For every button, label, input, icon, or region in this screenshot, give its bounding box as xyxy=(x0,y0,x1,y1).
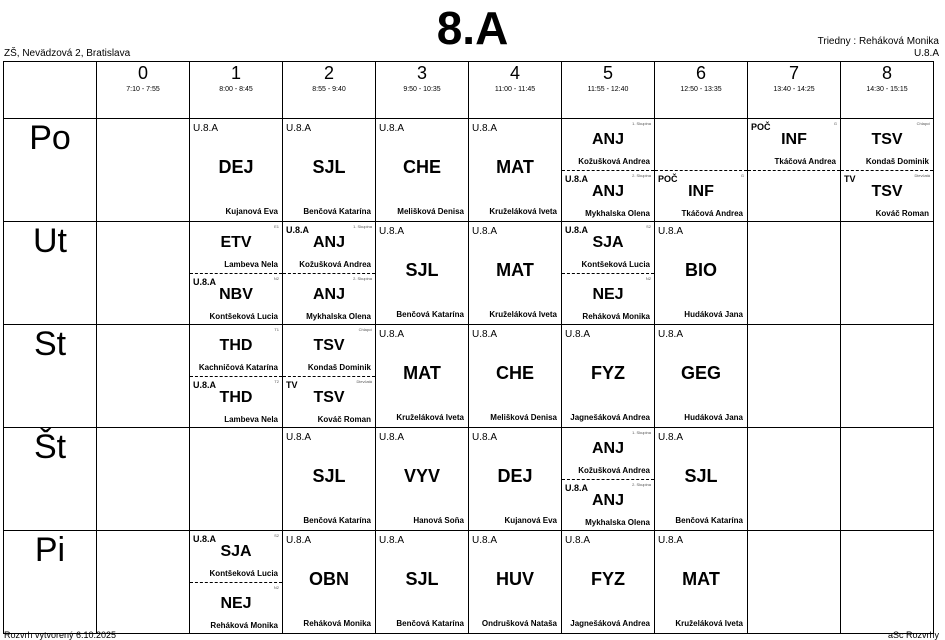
period-header-1 xyxy=(190,62,283,119)
lesson-half[interactable] xyxy=(562,222,654,273)
lesson-class: U.8.A xyxy=(379,123,405,134)
lesson-teacher: Benčová Katarína xyxy=(396,310,464,319)
lesson-subject: ANJ xyxy=(312,286,345,303)
period-time: 11:00 - 11:45 xyxy=(494,86,536,93)
lesson-teacher: Melišková Denisa xyxy=(397,207,464,216)
school-address: ZŠ, Nevädzová 2, Bratislava xyxy=(4,48,131,59)
lesson-subject: NEJ xyxy=(592,286,624,303)
lesson-half[interactable] xyxy=(283,376,375,428)
lesson-class: U.8.A xyxy=(658,535,684,546)
lesson-cell[interactable] xyxy=(748,119,841,222)
lesson-teacher: Hudáková Jana xyxy=(684,413,743,422)
lesson-class: U.8.A xyxy=(658,432,684,443)
lesson-subject: TSV xyxy=(871,183,903,200)
lesson-teacher: Benčová Katarína xyxy=(396,619,464,628)
empty-cell xyxy=(841,325,934,428)
lesson-subject: MAT xyxy=(496,260,534,280)
lesson-half[interactable] xyxy=(283,325,375,376)
lesson-cell[interactable] xyxy=(190,325,283,428)
lesson-subject: BIO xyxy=(684,260,717,280)
period-header-2 xyxy=(283,62,376,119)
lesson-cell[interactable] xyxy=(283,222,376,325)
lesson-subject: CHE xyxy=(402,157,441,177)
lesson-half[interactable] xyxy=(562,170,654,222)
lesson-cell[interactable] xyxy=(376,325,469,428)
footer-brand: aSc Rozvrhy xyxy=(887,630,939,640)
lesson-cell[interactable] xyxy=(376,222,469,325)
lesson-teacher: Melišková Denisa xyxy=(490,413,557,422)
lesson-subject: ETV xyxy=(220,234,252,251)
lesson-teacher: Mykhalska Olena xyxy=(306,312,371,321)
day-label: Pi xyxy=(4,531,97,634)
lesson-half[interactable] xyxy=(841,170,933,222)
lesson-subject: ANJ xyxy=(591,183,624,200)
lesson-cell[interactable] xyxy=(469,222,562,325)
lesson-teacher: Kondaš Dominik xyxy=(865,157,929,166)
lesson-class: U.8.A xyxy=(193,123,219,134)
period-number: 6 xyxy=(695,63,706,83)
lesson-cell[interactable] xyxy=(469,428,562,531)
lesson-subject: TSV xyxy=(313,337,345,354)
lesson-subject: INF xyxy=(781,131,807,148)
lesson-subject: DEJ xyxy=(497,466,533,486)
lesson-group: N2 xyxy=(273,276,279,281)
lesson-class: U.8.A xyxy=(565,225,589,235)
lesson-subject: OBN xyxy=(309,569,349,589)
corner-cell xyxy=(4,62,97,119)
period-number: 0 xyxy=(137,63,148,83)
lesson-half[interactable] xyxy=(562,428,654,479)
empty-cell xyxy=(748,222,841,325)
lesson-teacher: Jagnešáková Andrea xyxy=(570,413,650,422)
lesson-cell[interactable] xyxy=(841,119,934,222)
lesson-half[interactable] xyxy=(655,170,747,222)
lesson-subject: THD xyxy=(219,389,253,406)
empty-cell xyxy=(97,222,190,325)
day-label: Št xyxy=(4,428,97,531)
lesson-group: G xyxy=(740,173,744,178)
lesson-group: 2. Skupina xyxy=(353,276,372,281)
lesson-teacher: Reháková Monika xyxy=(582,312,650,321)
period-number: 4 xyxy=(509,63,520,83)
period-time: 14:30 - 15:15 xyxy=(866,86,908,93)
lesson-class: U.8.A xyxy=(565,329,591,340)
lesson-group: Dievčatá xyxy=(356,379,372,384)
period-number: 8 xyxy=(881,63,892,83)
empty-cell xyxy=(841,531,934,634)
period-time: 8:55 - 9:40 xyxy=(312,86,346,93)
lesson-half[interactable] xyxy=(562,273,654,325)
footer-created: Rozvrh vytvorený 6.10.2025 xyxy=(4,630,117,640)
lesson-cell[interactable] xyxy=(283,428,376,531)
lesson-teacher: Kondaš Dominik xyxy=(307,363,371,372)
lesson-class: U.8.A xyxy=(565,535,591,546)
day-row xyxy=(4,325,934,428)
lesson-class: U.8.A xyxy=(286,225,310,235)
period-number: 3 xyxy=(416,63,427,83)
lesson-teacher: Mykhalska Olena xyxy=(585,518,650,527)
lesson-cell[interactable] xyxy=(562,222,655,325)
lesson-subject: INF xyxy=(688,183,714,200)
lesson-cell[interactable] xyxy=(190,222,283,325)
class-teacher: Triedny : Reháková Monika xyxy=(817,36,939,47)
period-number: 2 xyxy=(323,63,334,83)
period-number: 1 xyxy=(230,63,241,83)
lesson-subject: VYV xyxy=(403,466,441,486)
lesson-teacher: Kruželáková Iveta xyxy=(489,207,557,216)
lesson-teacher: Kruželáková Iveta xyxy=(396,413,464,422)
lesson-subject: TSV xyxy=(313,389,345,406)
lesson-teacher: Kruželáková Iveta xyxy=(675,619,743,628)
lesson-group: Dievčatá xyxy=(914,173,930,178)
lesson-teacher: Kováč Roman xyxy=(875,209,929,218)
lesson-class: POČ xyxy=(751,122,771,132)
lesson-teacher: Reháková Monika xyxy=(303,619,371,628)
lesson-class: U.8.A xyxy=(472,123,498,134)
lesson-subject: SJL xyxy=(312,157,346,177)
lesson-cell[interactable] xyxy=(562,428,655,531)
lesson-class: U.8.A xyxy=(286,123,312,134)
period-time: 12:50 - 13:35 xyxy=(680,86,722,93)
lesson-group: 1. Skupina xyxy=(353,224,372,229)
empty-cell xyxy=(97,119,190,222)
lesson-class: U.8.A xyxy=(193,380,217,390)
lesson-subject: MAT xyxy=(496,157,534,177)
lesson-teacher: Jagnešáková Andrea xyxy=(570,619,650,628)
lesson-subject: ANJ xyxy=(312,234,345,251)
lesson-class: U.8.A xyxy=(472,329,498,340)
lesson-cell[interactable] xyxy=(283,119,376,222)
period-time: 7:10 - 7:55 xyxy=(126,86,160,93)
lesson-teacher: Kontšeková Lucia xyxy=(581,260,650,269)
lesson-subject: MAT xyxy=(403,363,441,383)
lesson-teacher: Kontšeková Lucia xyxy=(209,569,278,578)
period-header-7 xyxy=(748,62,841,119)
lesson-half[interactable] xyxy=(283,273,375,325)
lesson-subject: THD xyxy=(219,337,253,354)
lesson-teacher: Kožušková Andrea xyxy=(578,466,650,475)
period-header-4 xyxy=(469,62,562,119)
lesson-class: U.8.A xyxy=(472,535,498,546)
lesson-class: U.8.A xyxy=(379,432,405,443)
lesson-teacher: Ondrušková Nataša xyxy=(481,619,557,628)
lesson-half[interactable] xyxy=(562,119,654,170)
lesson-class: U.8.A xyxy=(286,432,312,443)
period-time: 9:50 - 10:35 xyxy=(403,86,441,93)
lesson-cell[interactable] xyxy=(283,325,376,428)
day-row xyxy=(4,531,934,634)
lesson-cell[interactable] xyxy=(190,119,283,222)
lesson-class: U.8.A xyxy=(472,226,498,237)
timetable-body xyxy=(4,119,934,634)
page-title: 8.A xyxy=(436,2,509,54)
lesson-half[interactable] xyxy=(190,582,282,634)
lesson-half[interactable] xyxy=(190,531,282,582)
lesson-class: U.8.A xyxy=(286,535,312,546)
lesson-subject: SJL xyxy=(405,569,439,589)
lesson-teacher: Benčová Katarína xyxy=(303,516,371,525)
day-row xyxy=(4,222,934,325)
lesson-subject: HUV xyxy=(495,569,534,589)
lesson-half[interactable] xyxy=(283,222,375,273)
lesson-half[interactable] xyxy=(190,273,282,325)
class-teacher-info xyxy=(818,36,939,60)
lesson-class: U.8.A xyxy=(565,174,589,184)
lesson-teacher: Hudáková Jana xyxy=(684,310,743,319)
period-header-3 xyxy=(376,62,469,119)
lesson-subject: SJL xyxy=(405,260,439,280)
lesson-cell[interactable] xyxy=(190,531,283,634)
lesson-group: G xyxy=(833,121,837,126)
period-header-0 xyxy=(97,62,190,119)
period-time: 8:00 - 8:45 xyxy=(219,86,253,93)
lesson-class: U.8.A xyxy=(565,483,589,493)
lesson-group: N2 xyxy=(645,276,651,281)
lesson-class: U.8.A xyxy=(658,226,684,237)
lesson-group: S2 xyxy=(274,533,279,538)
lesson-cell[interactable] xyxy=(469,119,562,222)
empty-cell xyxy=(97,531,190,634)
period-header-6 xyxy=(655,62,748,119)
lesson-teacher: Lambeva Nela xyxy=(224,415,278,424)
lesson-cell[interactable] xyxy=(562,325,655,428)
period-time: 11:55 - 12:40 xyxy=(587,86,629,93)
lesson-class: U.8.A xyxy=(193,534,217,544)
lesson-group: N2 xyxy=(273,585,279,590)
lesson-teacher: Tkáčová Andrea xyxy=(774,157,836,166)
empty-cell xyxy=(841,428,934,531)
lesson-group: 2. Skupina xyxy=(632,482,651,487)
lesson-teacher: Kováč Roman xyxy=(317,415,371,424)
lesson-cell[interactable] xyxy=(469,531,562,634)
empty-cell xyxy=(841,222,934,325)
lesson-teacher: Kujanová Eva xyxy=(225,207,278,216)
period-number: 7 xyxy=(788,63,799,83)
lesson-subject: ANJ xyxy=(591,131,624,148)
lesson-teacher: Kožušková Andrea xyxy=(299,260,371,269)
lesson-subject: TSV xyxy=(871,131,903,148)
lesson-teacher: Lambeva Nela xyxy=(224,260,278,269)
lesson-cell[interactable] xyxy=(283,531,376,634)
empty-cell xyxy=(748,428,841,531)
lesson-group: E1 xyxy=(274,224,279,229)
lesson-cell[interactable] xyxy=(655,222,748,325)
lesson-teacher: Benčová Katarína xyxy=(675,516,743,525)
lesson-subject: SJA xyxy=(220,543,252,560)
lesson-teacher: Kontšeková Lucia xyxy=(209,312,278,321)
lesson-class: POČ xyxy=(658,174,678,184)
lesson-cell[interactable] xyxy=(469,325,562,428)
lesson-teacher: Hanová Soňa xyxy=(413,516,464,525)
lesson-class: TV xyxy=(844,174,856,184)
empty-cell xyxy=(748,531,841,634)
period-header-5 xyxy=(562,62,655,119)
lesson-teacher: Kruželáková Iveta xyxy=(489,310,557,319)
lesson-cell[interactable] xyxy=(376,531,469,634)
lesson-class: U.8.A xyxy=(193,277,217,287)
day-label: Ut xyxy=(4,222,97,325)
lesson-cell[interactable] xyxy=(562,531,655,634)
lesson-cell[interactable] xyxy=(655,531,748,634)
lesson-subject: FYZ xyxy=(591,569,625,589)
lesson-class: TV xyxy=(286,380,298,390)
period-header-8 xyxy=(841,62,934,119)
lesson-half[interactable] xyxy=(190,222,282,273)
lesson-subject: MAT xyxy=(682,569,720,589)
lesson-teacher: Kožušková Andrea xyxy=(578,157,650,166)
lesson-cell[interactable] xyxy=(655,325,748,428)
lesson-subject: SJL xyxy=(684,466,718,486)
period-header-row xyxy=(4,62,934,119)
lesson-subject: SJL xyxy=(312,466,346,486)
lesson-teacher: Kujanová Eva xyxy=(504,516,557,525)
lesson-cell[interactable] xyxy=(376,428,469,531)
lesson-group: Chlapci xyxy=(916,121,930,126)
lesson-teacher: Tkáčová Andrea xyxy=(681,209,743,218)
lesson-half[interactable] xyxy=(841,119,933,170)
lesson-class: U.8.A xyxy=(658,329,684,340)
lesson-teacher: Reháková Monika xyxy=(210,621,278,630)
lesson-half[interactable] xyxy=(748,170,840,222)
empty-cell xyxy=(748,325,841,428)
lesson-cell[interactable] xyxy=(376,119,469,222)
period-time: 13:40 - 14:25 xyxy=(773,86,815,93)
lesson-subject: ANJ xyxy=(591,440,624,457)
lesson-teacher: Kachničová Katarína xyxy=(198,363,278,372)
lesson-half[interactable] xyxy=(562,479,654,531)
lesson-group: 1. Skupina xyxy=(632,430,651,435)
class-code: U.8.A xyxy=(913,48,939,59)
lesson-half[interactable] xyxy=(190,325,282,376)
lesson-subject: DEJ xyxy=(218,157,254,177)
lesson-subject: FYZ xyxy=(591,363,625,383)
lesson-cell[interactable] xyxy=(655,428,748,531)
day-row xyxy=(4,428,934,531)
lesson-teacher: Benčová Katarína xyxy=(303,207,371,216)
lesson-group: 2. Skupina xyxy=(632,173,651,178)
lesson-group: Chlapci xyxy=(358,327,372,332)
lesson-half[interactable] xyxy=(190,376,282,428)
day-row xyxy=(4,119,934,222)
lesson-class: U.8.A xyxy=(379,535,405,546)
empty-cell xyxy=(190,428,283,531)
lesson-group: 1. Skupina xyxy=(632,121,651,126)
empty-cell xyxy=(97,428,190,531)
lesson-class: U.8.A xyxy=(379,226,405,237)
period-number: 5 xyxy=(602,63,613,83)
lesson-half[interactable] xyxy=(748,119,840,170)
lesson-subject: NEJ xyxy=(220,595,252,612)
empty-cell xyxy=(97,325,190,428)
lesson-subject: NBV xyxy=(219,286,253,303)
lesson-subject: CHE xyxy=(495,363,534,383)
lesson-class: U.8.A xyxy=(379,329,405,340)
lesson-class: U.8.A xyxy=(472,432,498,443)
lesson-subject: SJA xyxy=(592,234,624,251)
lesson-cell[interactable] xyxy=(655,119,748,222)
lesson-subject: GEG xyxy=(680,363,721,383)
day-label: Po xyxy=(4,119,97,222)
day-label: St xyxy=(4,325,97,428)
lesson-teacher: Mykhalska Olena xyxy=(585,209,650,218)
lesson-cell[interactable] xyxy=(562,119,655,222)
lesson-half[interactable] xyxy=(655,119,747,170)
lesson-group: T1 xyxy=(274,327,279,332)
timetable-grid xyxy=(3,61,934,634)
lesson-group: T2 xyxy=(274,379,279,384)
lesson-subject: ANJ xyxy=(591,492,624,509)
lesson-group: S2 xyxy=(646,224,651,229)
